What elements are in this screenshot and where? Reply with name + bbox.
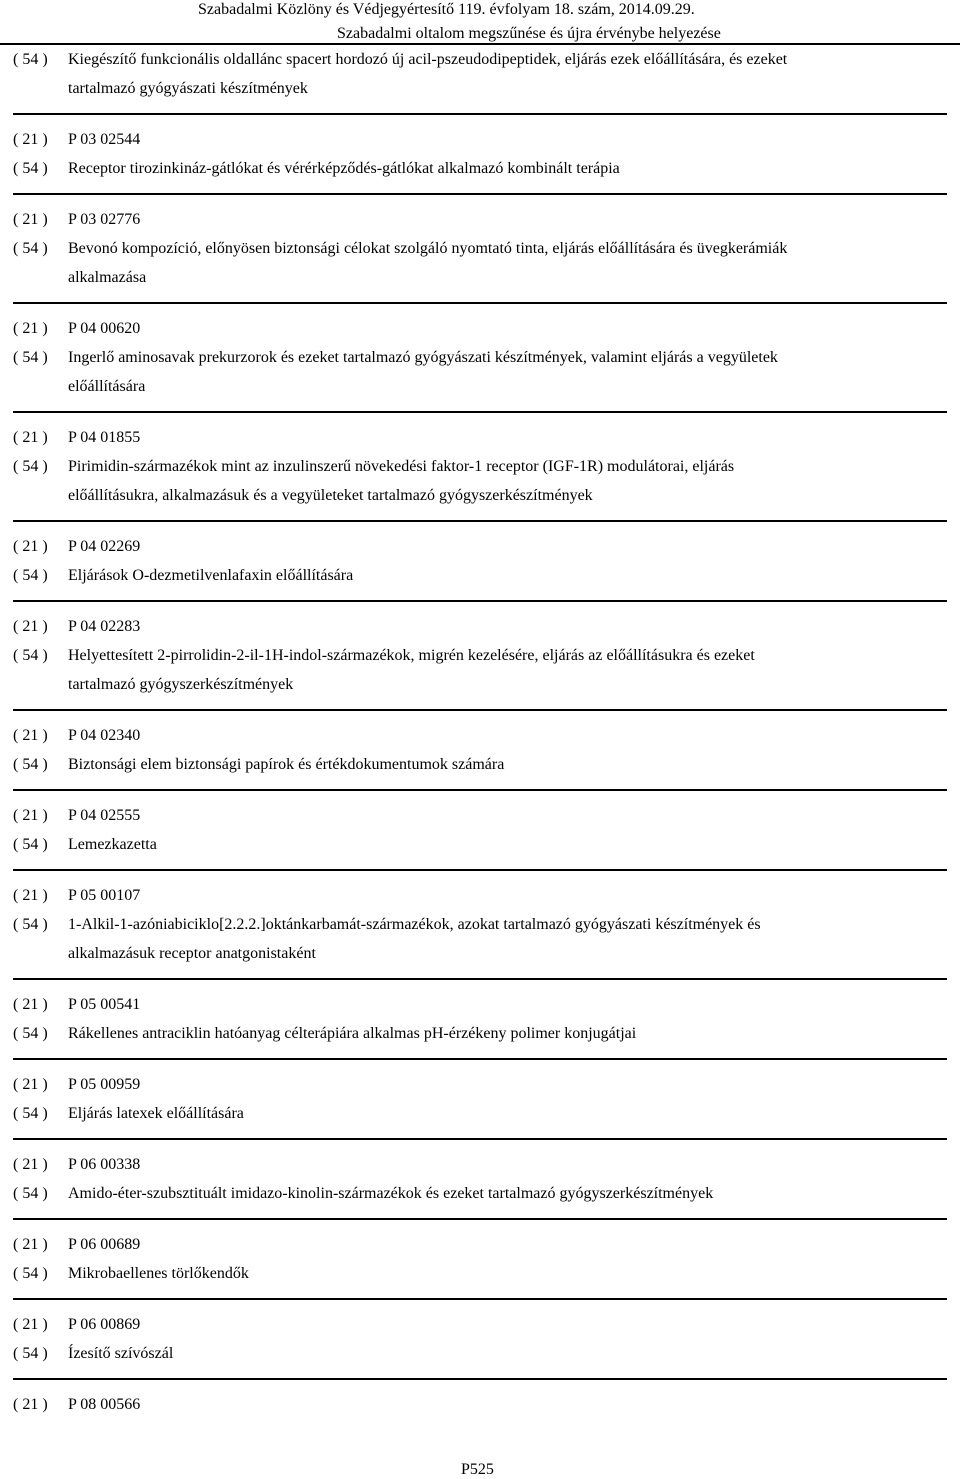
patent-entry <box>0 801 960 859</box>
patent-entry <box>0 205 960 292</box>
application-number: P 08 00566 <box>68 1396 141 1413</box>
application-number-row <box>0 612 960 641</box>
inid-code-54: ( 54 ) <box>13 1265 48 1282</box>
patent-entry <box>0 314 960 401</box>
inid-code-54: ( 54 ) <box>13 349 48 366</box>
inid-code-21: ( 21 ) <box>13 1236 48 1253</box>
invention-title: 1-Alkil-1-azóniabiciklo[2.2.2.]oktánkarbamát-származékok, azokat tartalmazó gyógyászati készítmények és <box>68 916 761 933</box>
inid-code-21: ( 21 ) <box>13 887 48 904</box>
invention-title: Pirimidin-származékok mint az inzulinszerű növekedési faktor-1 receptor (IGF-1R) modulátorai, eljárás <box>68 458 735 475</box>
title-row <box>0 1179 960 1208</box>
inid-code-54: ( 54 ) <box>13 756 48 773</box>
inid-code-21: ( 21 ) <box>13 131 48 148</box>
inid-code-21: ( 21 ) <box>13 211 48 228</box>
application-number-row <box>0 721 960 750</box>
invention-title: Eljárások O-dezmetilvenlafaxin előállítására <box>68 567 354 584</box>
patent-entry <box>0 1070 960 1128</box>
application-number: P 06 00689 <box>68 1236 141 1253</box>
invention-title: Kiegészítő funkcionális oldallánc spacert hordozó új acil-pszeudodipeptidek, eljárás ezek előállítására, és ezeket <box>68 51 788 68</box>
invention-title: Ízesítő szívószál <box>68 1345 174 1362</box>
invention-title: Biztonsági elem biztonsági papírok és értékdokumentumok számára <box>68 756 505 773</box>
entry-divider <box>13 1218 947 1220</box>
patent-entry <box>0 45 960 103</box>
entry-divider <box>13 1138 947 1140</box>
title-row <box>0 1339 960 1368</box>
title-row <box>0 452 960 481</box>
application-number-row <box>0 881 960 910</box>
inid-code-21: ( 21 ) <box>13 807 48 824</box>
invention-title: tartalmazó gyógyszerkészítmények <box>68 676 294 693</box>
patent-entry <box>0 612 960 699</box>
application-number-row <box>0 532 960 561</box>
application-number-row <box>0 423 960 452</box>
inid-code-54: ( 54 ) <box>13 458 48 475</box>
invention-title: Helyettesített 2-pirrolidin-2-il-1H-indol-származékok, migrén kezelésére, eljárás az előállításukra és ezeket <box>68 647 755 664</box>
application-number: P 05 00107 <box>68 887 141 904</box>
entry-divider <box>13 302 947 304</box>
inid-code-21: ( 21 ) <box>13 538 48 555</box>
invention-title: előállítására <box>68 378 146 395</box>
inid-code-54: ( 54 ) <box>13 160 48 177</box>
inid-code-54: ( 54 ) <box>13 1185 48 1202</box>
patent-entry <box>0 532 960 590</box>
title-row <box>0 154 960 183</box>
application-number-row <box>0 801 960 830</box>
title-row <box>0 750 960 779</box>
patent-entry <box>0 1390 960 1419</box>
inid-code-54: ( 54 ) <box>13 51 48 68</box>
title-row <box>0 1259 960 1288</box>
application-number: P 04 02555 <box>68 807 141 824</box>
entry-divider <box>13 600 947 602</box>
title-row <box>0 234 960 263</box>
entry-divider <box>13 113 947 115</box>
invention-title: tartalmazó gyógyászati készítmények <box>68 80 308 97</box>
title-row <box>0 910 960 939</box>
inid-code-21: ( 21 ) <box>13 727 48 744</box>
application-number: P 04 02283 <box>68 618 141 635</box>
entry-divider <box>13 869 947 871</box>
patent-entry <box>0 1230 960 1288</box>
invention-title: Ingerlő aminosavak prekurzorok és ezeket tartalmazó gyógyászati készítmények, valamint eljárás a vegyületek <box>68 349 778 366</box>
title-row <box>0 343 960 372</box>
page-number: P525 <box>461 1461 494 1478</box>
title-row <box>0 372 960 401</box>
patent-entry <box>0 423 960 510</box>
application-number-row <box>0 1230 960 1259</box>
inid-code-21: ( 21 ) <box>13 1076 48 1093</box>
inid-code-21: ( 21 ) <box>13 429 48 446</box>
application-number: P 06 00869 <box>68 1316 141 1333</box>
entry-divider <box>13 1298 947 1300</box>
entry-divider <box>13 1058 947 1060</box>
application-number-row <box>0 1390 960 1419</box>
invention-title: alkalmazása <box>68 269 147 286</box>
title-row <box>0 45 960 74</box>
inid-code-54: ( 54 ) <box>13 836 48 853</box>
application-number: P 06 00338 <box>68 1156 141 1173</box>
application-number: P 04 01855 <box>68 429 141 446</box>
inid-code-21: ( 21 ) <box>13 1316 48 1333</box>
entry-divider <box>13 1378 947 1380</box>
inid-code-54: ( 54 ) <box>13 647 48 664</box>
invention-title: Eljárás latexek előállítására <box>68 1105 244 1122</box>
patent-entry <box>0 721 960 779</box>
invention-title: Bevonó kompozíció, előnyösen biztonsági célokat szolgáló nyomtató tinta, eljárás előállítására és üvegkerámiák <box>68 240 788 257</box>
patent-entry <box>0 125 960 183</box>
application-number-row <box>0 125 960 154</box>
patent-entry <box>0 1150 960 1208</box>
page-header <box>0 0 960 44</box>
application-number-row <box>0 1070 960 1099</box>
entry-divider <box>13 709 947 711</box>
application-number-row <box>0 1310 960 1339</box>
invention-title: Lemezkazetta <box>68 836 157 853</box>
application-number-row <box>0 314 960 343</box>
title-row <box>0 561 960 590</box>
patent-entry <box>0 1310 960 1368</box>
inid-code-21: ( 21 ) <box>13 996 48 1013</box>
invention-title: alkalmazásuk receptor anatgonistaként <box>68 945 316 962</box>
entry-divider <box>13 978 947 980</box>
invention-title: Receptor tirozinkináz-gátlókat és vérérképződés-gátlókat alkalmazó kombinált terápia <box>68 160 620 177</box>
application-number-row <box>0 1150 960 1179</box>
patent-entry <box>0 990 960 1048</box>
invention-title: Mikrobaellenes törlőkendők <box>68 1265 249 1282</box>
application-number: P 03 02776 <box>68 211 141 228</box>
inid-code-21: ( 21 ) <box>13 1396 48 1413</box>
entry-divider <box>13 789 947 791</box>
inid-code-21: ( 21 ) <box>13 1156 48 1173</box>
inid-code-54: ( 54 ) <box>13 916 48 933</box>
inid-code-54: ( 54 ) <box>13 240 48 257</box>
title-row <box>0 263 960 292</box>
invention-title: Amido-éter-szubsztituált imidazo-kinolin-származékok és ezeket tartalmazó gyógyszerkészítmények <box>68 1185 714 1202</box>
inid-code-54: ( 54 ) <box>13 1105 48 1122</box>
title-row <box>0 939 960 968</box>
application-number-row <box>0 205 960 234</box>
invention-title: előállításukra, alkalmazásuk és a vegyületeket tartalmazó gyógyszerkészítmények <box>68 487 593 504</box>
title-row <box>0 670 960 699</box>
inid-code-54: ( 54 ) <box>13 1025 48 1042</box>
application-number-row <box>0 990 960 1019</box>
application-number: P 03 02544 <box>68 131 141 148</box>
entry-divider <box>13 411 947 413</box>
application-number: P 04 00620 <box>68 320 141 337</box>
inid-code-54: ( 54 ) <box>13 1345 48 1362</box>
inid-code-21: ( 21 ) <box>13 618 48 635</box>
title-row <box>0 1099 960 1128</box>
title-row <box>0 830 960 859</box>
title-row <box>0 481 960 510</box>
entry-divider <box>13 520 947 522</box>
section-title: Szabadalmi oltalom megszűnése és újra érvénybe helyezése <box>337 25 721 42</box>
patent-entry <box>0 881 960 968</box>
application-number: P 05 00541 <box>68 996 141 1013</box>
publication-title: Szabadalmi Közlöny és Védjegyértesítő 119. évfolyam 18. szám, 2014.09.29. <box>198 1 695 18</box>
title-row <box>0 74 960 103</box>
inid-code-54: ( 54 ) <box>13 567 48 584</box>
application-number: P 05 00959 <box>68 1076 141 1093</box>
application-number: P 04 02269 <box>68 538 141 555</box>
title-row <box>0 1019 960 1048</box>
invention-title: Rákellenes antraciklin hatóanyag célterápiára alkalmas pH-érzékeny polimer konjugátjai <box>68 1025 637 1042</box>
application-number: P 04 02340 <box>68 727 141 744</box>
title-row <box>0 641 960 670</box>
entry-divider <box>13 193 947 195</box>
inid-code-21: ( 21 ) <box>13 320 48 337</box>
